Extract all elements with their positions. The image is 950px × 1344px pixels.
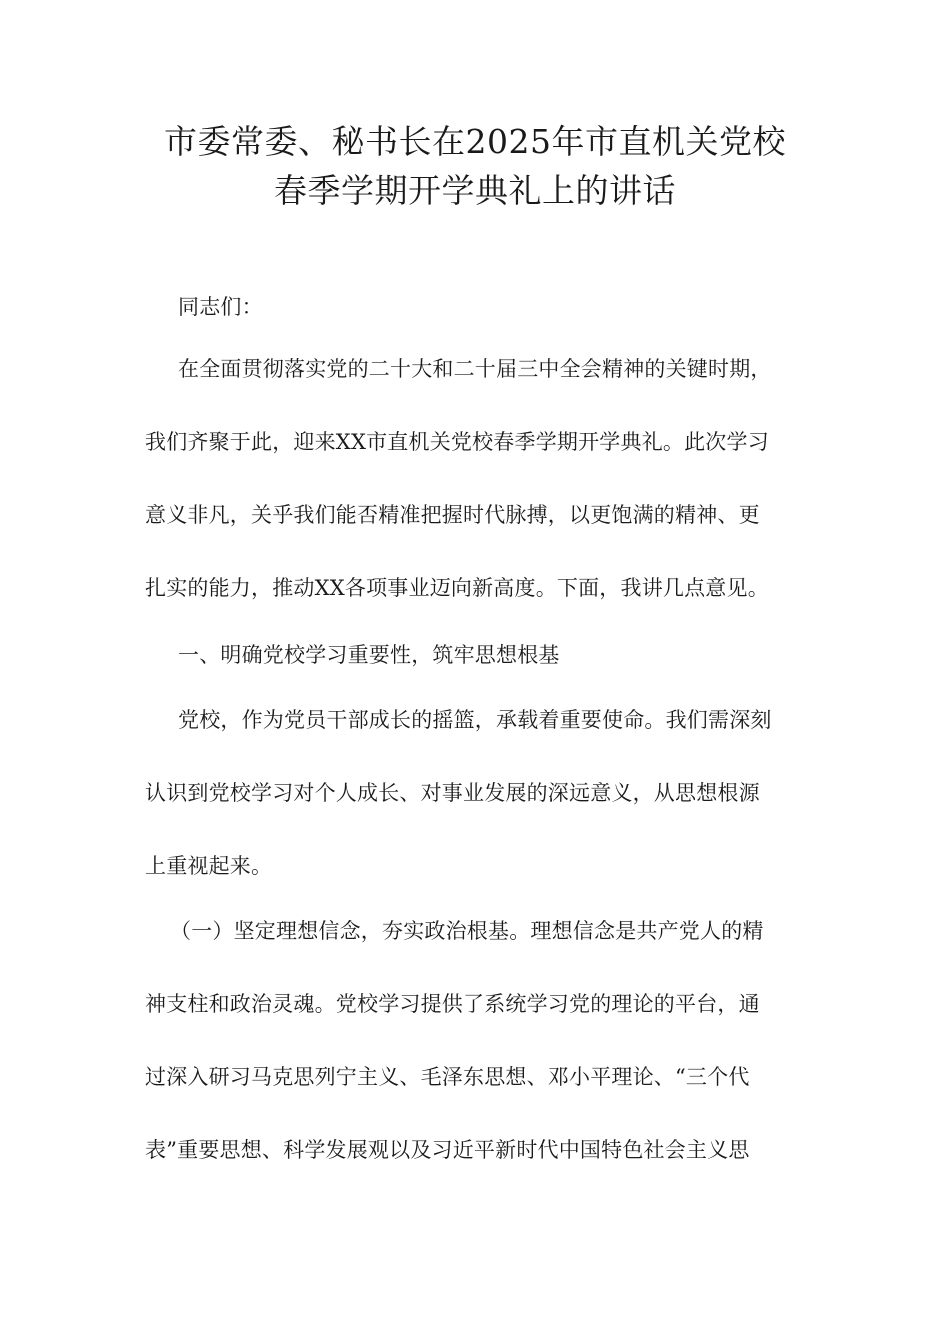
paragraph-line: 在全面贯彻落实党的二十大和二十届三中全会精神的关键时期，: [178, 357, 772, 381]
paragraph-line: 认识到党校学习对个人成长、对事业发展的深远意义，从思想根源: [145, 781, 760, 805]
subsection-line: （一）坚定理想信念，夯实政治根基。理想信念是共产党人的精: [170, 919, 764, 943]
paragraph-line: 过深入研习马克思列宁主义、毛泽东思想、邓小平理论、“三个代: [145, 1065, 750, 1089]
salutation: 同志们：: [178, 295, 263, 319]
section-heading: 一、明确党校学习重要性，筑牢思想根基: [178, 643, 560, 667]
document-title-line-2: 春季学期开学典礼上的讲话: [274, 171, 676, 210]
paragraph-line: 扎实的能力，推动XX各项事业迈向新高度。下面，我讲几点意见。: [145, 576, 769, 600]
paragraph-line: 表”重要思想、科学发展观以及习近平新时代中国特色社会主义思: [145, 1138, 750, 1162]
document-title-line-1: 市委常委、秘书长在2025年市直机关党校: [164, 122, 786, 161]
paragraph-line: 神支柱和政治灵魂。党校学习提供了系统学习党的理论的平台，通: [145, 992, 760, 1016]
paragraph-line: 党校，作为党员干部成长的摇篮，承载着重要使命。我们需深刻: [178, 708, 772, 732]
paragraph-line: 我们齐聚于此，迎来XX市直机关党校春季学期开学典礼。此次学习: [145, 430, 769, 454]
paragraph-line: 意义非凡，关乎我们能否精准把握时代脉搏，以更饱满的精神、更: [145, 503, 760, 527]
paragraph-line: 上重视起来。: [145, 854, 273, 878]
